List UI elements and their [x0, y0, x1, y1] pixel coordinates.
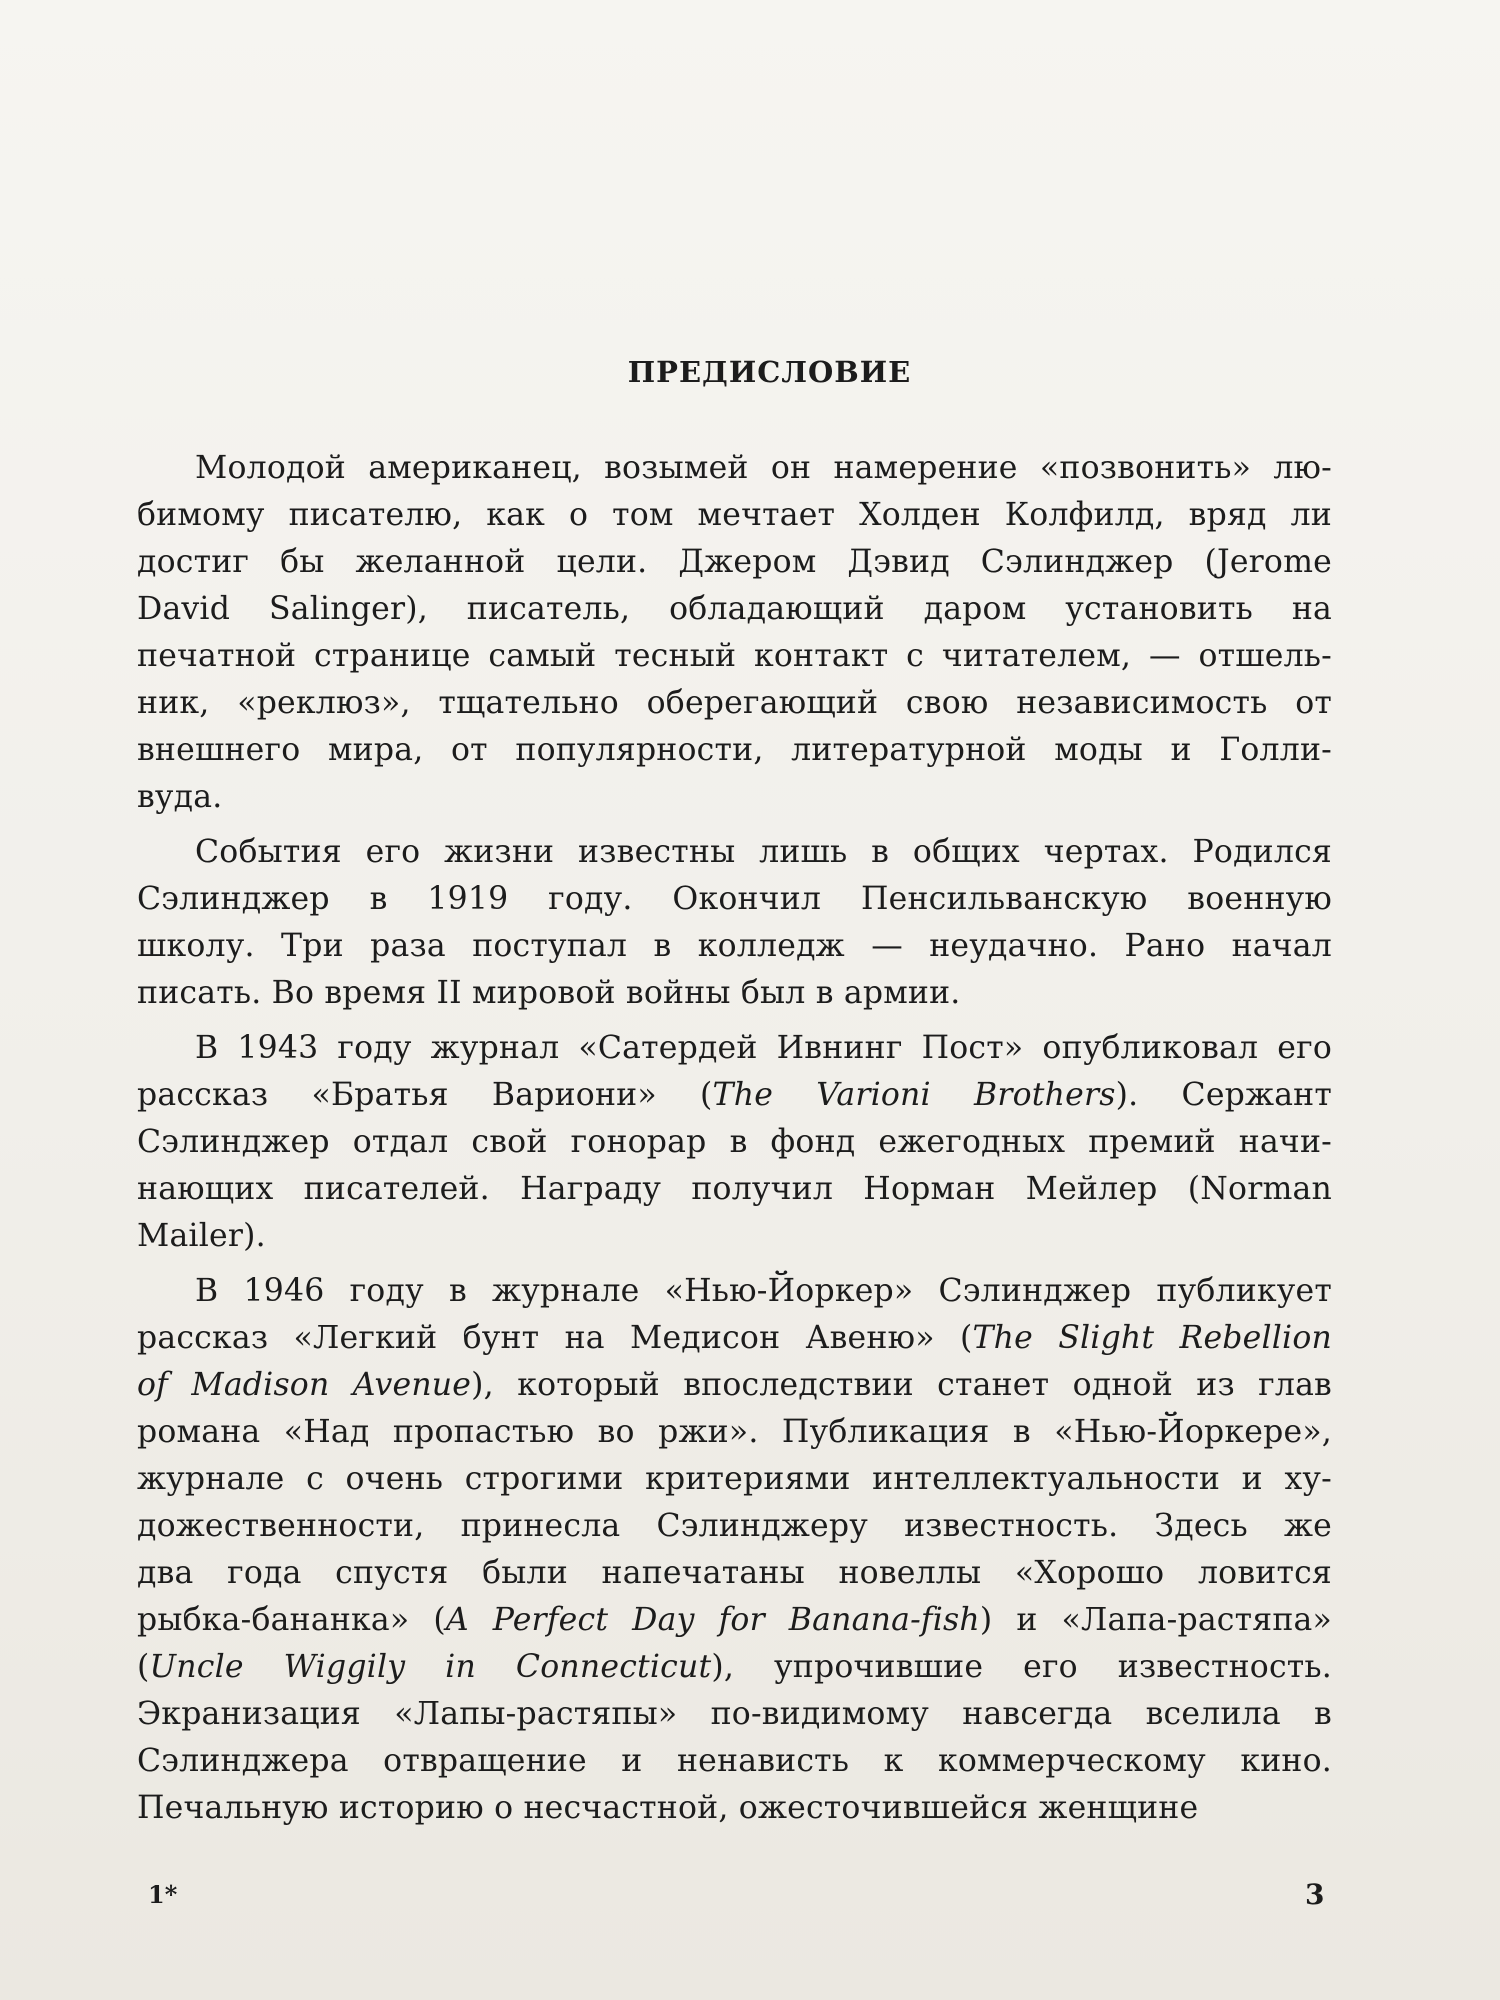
text-line: внешнего мира, от популярности, литературной моды и Голли-: [137, 732, 1332, 768]
text-line: В 1943 году журнал «Сатердей Ивнинг Пост» опубликовал его: [195, 1030, 1332, 1066]
text-line: печатной странице самый тесный контакт с читателем, — отшель-: [137, 638, 1332, 674]
text-line: ник, «реклюз», тщательно оберегающий свою независимость от: [137, 685, 1332, 721]
paragraph: [137, 445, 1332, 821]
text-line: вуда.: [137, 779, 223, 815]
text-line: дожественности, принесла Сэлинджеру известность. Здесь же: [137, 1508, 1332, 1544]
page-title: ПРЕДИСЛОВИЕ: [627, 355, 912, 389]
signature-mark: 1*: [148, 1880, 178, 1909]
paragraph: [137, 1025, 1332, 1260]
page-number: 3: [1305, 1878, 1325, 1911]
text-line: бимому писателю, как о том мечтает Холден Колфилд, вряд ли: [137, 497, 1332, 533]
text-line: рассказ «Братья Вариони» (The Varioni Brothers). Сержант: [137, 1077, 1332, 1113]
text-line: События его жизни известны лишь в общих чертах. Родился: [195, 834, 1332, 870]
text-line: David Salinger), писатель, обладающий даром установить на: [137, 591, 1332, 627]
text-line: два года спустя были напечатаны новеллы «Хорошо ловится: [137, 1555, 1332, 1591]
page-body: [137, 445, 1332, 1832]
text-line: школу. Три раза поступал в колледж — неудачно. Рано начал: [137, 928, 1332, 964]
paragraph: [137, 829, 1332, 1017]
text-line: of Madison Avenue), который впоследствии станет одной из глав: [137, 1367, 1332, 1403]
text-line: Mailer).: [137, 1218, 266, 1254]
text-line: рыбка-бананка» (A Perfect Day for Banana-fish) и «Лапа-растяпа»: [137, 1602, 1332, 1638]
text-line: достиг бы желанной цели. Джером Дэвид Сэлинджер (Jerome: [137, 544, 1332, 580]
text-line: В 1946 году в журнале «Нью-Йоркер» Сэлинджер публикует: [195, 1273, 1332, 1309]
text-line: Печальную историю о несчастной, ожесточившейся женщине: [137, 1790, 1199, 1826]
text-line: (Uncle Wiggily in Connecticut), упрочившие его известность.: [137, 1649, 1332, 1685]
text-line: рассказ «Легкий бунт на Медисон Авеню» (The Slight Rebellion: [137, 1320, 1332, 1356]
text-line: Молодой американец, возымей он намерение «позвонить» лю-: [195, 450, 1332, 486]
text-line: нающих писателей. Награду получил Норман Мейлер (Norman: [137, 1171, 1332, 1207]
text-line: Сэлинджера отвращение и ненависть к коммерческому кино.: [137, 1743, 1332, 1779]
text-line: журнале с очень строгими критериями интеллектуальности и ху-: [137, 1461, 1332, 1497]
text-line: Сэлинджер в 1919 году. Окончил Пенсильванскую военную: [137, 881, 1332, 917]
paragraph: [137, 1268, 1332, 1832]
text-line: романа «Над пропастью во ржи». Публикация в «Нью-Йоркере»,: [137, 1414, 1332, 1450]
text-line: Экранизация «Лапы-растяпы» по-видимому навсегда вселила в: [137, 1696, 1332, 1732]
book-page: [137, 355, 1332, 1832]
text-line: писать. Во время II мировой войны был в армии.: [137, 975, 961, 1011]
text-line: Сэлинджер отдал свой гонорар в фонд ежегодных премий начи-: [137, 1124, 1332, 1160]
